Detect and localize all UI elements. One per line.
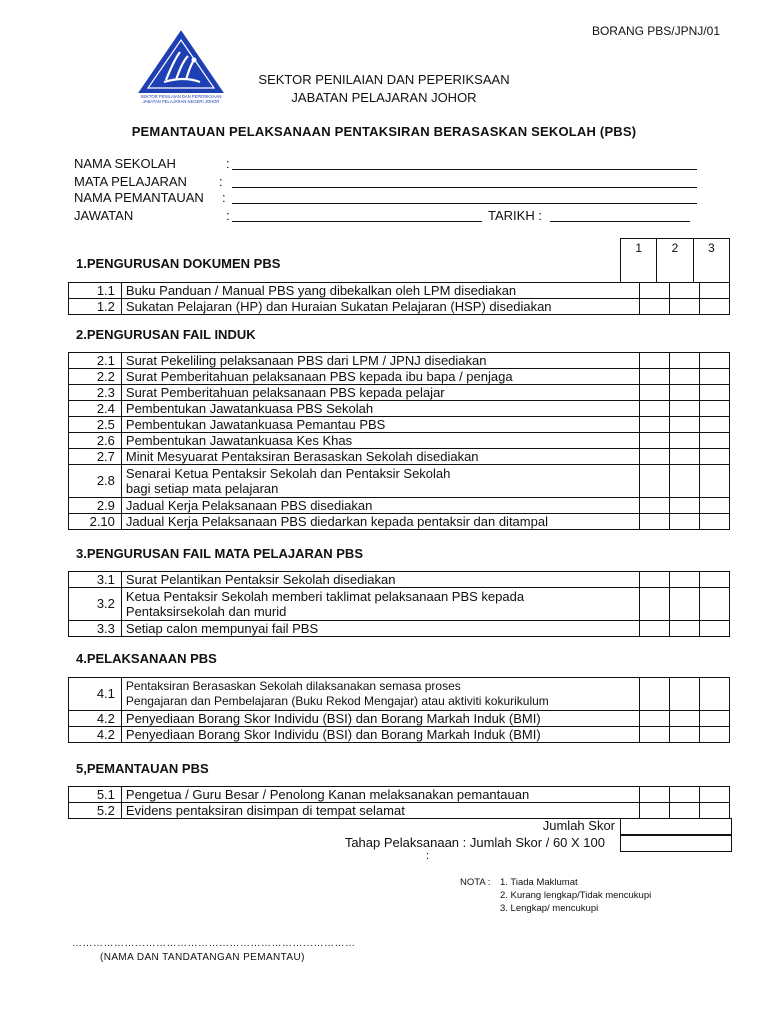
field-colon: : — [226, 208, 230, 223]
jumlah-skor-box[interactable] — [620, 818, 732, 835]
score-cell-3[interactable] — [699, 588, 729, 621]
item-text: Pembentukan Jawatankuasa Pemantau PBS — [121, 417, 639, 433]
table-row — [69, 369, 730, 385]
score-cell-3[interactable] — [699, 449, 729, 465]
field-nama-pemantauan[interactable] — [74, 190, 704, 206]
score-cell-1[interactable] — [639, 514, 669, 530]
score-cell-1[interactable] — [639, 727, 669, 743]
score-cell-2[interactable] — [669, 803, 699, 819]
item-no: 2.4 — [69, 401, 122, 417]
score-cell-1[interactable] — [639, 369, 669, 385]
item-no: 2.1 — [69, 353, 122, 369]
field-colon: : — [226, 156, 230, 171]
score-cell-1[interactable] — [639, 711, 669, 727]
score-cell-2[interactable] — [669, 401, 699, 417]
score-cell-2[interactable] — [669, 283, 699, 299]
score-cell-1[interactable] — [639, 588, 669, 621]
field-label: JAWATAN — [74, 208, 134, 223]
item-text: Pembentukan Jawatankuasa PBS Sekolah — [121, 401, 639, 417]
item-text-line1: Pentaksiran Berasaskan Sekolah dilaksanakan semasa proses — [125, 679, 461, 693]
score-cell-2[interactable] — [669, 621, 699, 637]
item-text-line1: Senarai Ketua Pentaksir Sekolah dan Pentaksir Sekolah — [125, 466, 451, 481]
item-no: 1.1 — [69, 283, 122, 299]
table-row — [69, 498, 730, 514]
field-line — [232, 169, 697, 170]
table-row — [69, 711, 730, 727]
item-text: Surat Pemberitahuan pelaksanaan PBS kepada pelajar — [121, 385, 639, 401]
item-no: 2.2 — [69, 369, 122, 385]
score-cell-1[interactable] — [639, 572, 669, 588]
nota-item: 1. Tiada Maklumat — [500, 877, 578, 888]
score-cell-1[interactable] — [639, 401, 669, 417]
section-table-1 — [68, 282, 730, 315]
item-no: 4.2 — [69, 711, 122, 727]
item-text — [121, 588, 639, 621]
field-line — [232, 203, 697, 204]
item-text: Surat Pelantikan Pentaksir Sekolah disediakan — [121, 572, 639, 588]
item-text: Evidens pentaksiran disimpan di tempat selamat — [121, 803, 639, 819]
table-row — [69, 787, 730, 803]
table-row — [69, 727, 730, 743]
score-cell-1[interactable] — [639, 678, 669, 711]
header-line1: SEKTOR PENILAIAN DAN PEPERIKSAAN — [258, 72, 510, 87]
score-cell-2[interactable] — [669, 498, 699, 514]
item-no: 2.6 — [69, 433, 122, 449]
section-table-2 — [68, 352, 730, 530]
item-text: Pembentukan Jawatankuasa Kes Khas — [121, 433, 639, 449]
score-cell-1[interactable] — [639, 465, 669, 498]
score-cell-1[interactable] — [639, 353, 669, 369]
score-cell-2[interactable] — [669, 787, 699, 803]
item-text-line2: Pentaksirsekolah dan murid — [125, 604, 287, 619]
nota-item: 3. Lengkap/ mencukupi — [500, 903, 599, 914]
field-label: NAMA SEKOLAH — [74, 156, 176, 171]
section-title-3: 3.PENGURUSAN FAIL MATA PELAJARAN PBS — [76, 546, 363, 561]
score-cell-3[interactable] — [699, 803, 729, 819]
score-cell-1[interactable] — [639, 417, 669, 433]
table-row — [69, 449, 730, 465]
section-title-5: 5,PEMANTAUAN PBS — [76, 761, 209, 776]
score-cell-1[interactable] — [639, 803, 669, 819]
item-text-line1: Ketua Pentaksir Sekolah memberi taklimat pelaksanaan PBS kepada — [125, 589, 525, 604]
item-no: 5.2 — [69, 803, 122, 819]
signature-label: (NAMA DAN TANDATANGAN PEMANTAU) — [100, 952, 305, 963]
item-text — [121, 465, 639, 498]
table-row — [69, 433, 730, 449]
score-cell-3[interactable] — [699, 711, 729, 727]
field-colon: : — [219, 174, 223, 189]
field-line — [232, 187, 697, 188]
item-no: 3.2 — [69, 588, 122, 621]
score-cell-2[interactable] — [669, 385, 699, 401]
score-cell-2[interactable] — [669, 465, 699, 498]
score-cell-2[interactable] — [669, 449, 699, 465]
table-row — [69, 283, 730, 299]
item-text: Pengetua / Guru Besar / Penolong Kanan melaksanakan pemantauan — [121, 787, 639, 803]
field-colon: : — [222, 190, 226, 205]
score-cell-1[interactable] — [639, 621, 669, 637]
score-cell-3[interactable] — [699, 353, 729, 369]
signature-line[interactable]: ……………………………………………………………………… — [72, 938, 356, 949]
field-line-tarikh — [550, 221, 690, 222]
table-row — [69, 678, 730, 711]
score-cell-2[interactable] — [669, 369, 699, 385]
score-cell-3[interactable] — [699, 498, 729, 514]
score-cell-3[interactable] — [699, 433, 729, 449]
table-row — [69, 385, 730, 401]
score-cell-1[interactable] — [639, 283, 669, 299]
item-no: 2.8 — [69, 465, 122, 498]
field-label: NAMA PEMANTAUAN — [74, 190, 204, 205]
table-row — [69, 401, 730, 417]
section-title-2: 2.PENGURUSAN FAIL INDUK — [76, 327, 256, 342]
item-text: Sukatan Pelajaran (HP) dan Huraian Sukatan Pelajaran (HSP) disediakan — [121, 299, 639, 315]
page-title: PEMANTAUAN PELAKSANAAN PENTAKSIRAN BERASASKAN SEKOLAH (PBS) — [131, 124, 637, 139]
score-cell-3[interactable] — [699, 572, 729, 588]
table-row — [69, 572, 730, 588]
field-label: MATA PELAJARAN — [74, 174, 187, 189]
item-text-line2: bagi setiap mata pelajaran — [125, 481, 279, 496]
item-text: Minit Mesyuarat Pentaksiran Berasaskan Sekolah disediakan — [121, 449, 639, 465]
item-no: 2.10 — [69, 514, 122, 530]
tahap-label: Tahap Pelaksanaan : Jumlah Skor / 60 X 100 — [344, 835, 605, 850]
score-cell-1[interactable] — [639, 299, 669, 315]
item-no: 2.7 — [69, 449, 122, 465]
item-text: Jadual Kerja Pelaksanaan PBS diedarkan kepada pentaksir dan ditampal — [121, 514, 639, 530]
score-cell-3[interactable] — [699, 514, 729, 530]
score-cell-1[interactable] — [639, 449, 669, 465]
item-text-line2: Pengajaran dan Pembelajaran (Buku Rekod Mengajar) atau aktiviti kokurikulum — [125, 694, 549, 708]
table-row — [69, 621, 730, 637]
item-no: 4.1 — [69, 678, 122, 711]
table-row — [69, 588, 730, 621]
score-cell-2[interactable] — [669, 678, 699, 711]
logo-caption-line2: JABATAN PELAJARAN NEGERI JOHOR — [142, 99, 220, 104]
section-table-4 — [68, 677, 730, 743]
table-row — [69, 803, 730, 819]
score-header-3: 3 — [693, 239, 729, 283]
score-header-2: 2 — [657, 239, 693, 283]
item-text: Penyediaan Borang Skor Individu (BSI) dan Borang Markah Induk (BMI) — [121, 711, 639, 727]
score-cell-1[interactable] — [639, 433, 669, 449]
score-cell-3[interactable] — [699, 283, 729, 299]
score-cell-2[interactable] — [669, 711, 699, 727]
section-title-1: 1.PENGURUSAN DOKUMEN PBS — [76, 256, 281, 271]
score-header — [620, 238, 730, 283]
score-cell-3[interactable] — [699, 369, 729, 385]
score-header-1: 1 — [621, 239, 657, 283]
item-no: 5.1 — [69, 787, 122, 803]
score-cell-3[interactable] — [699, 465, 729, 498]
score-cell-2[interactable] — [669, 433, 699, 449]
table-row — [69, 299, 730, 315]
item-text: Jadual Kerja Pelaksanaan PBS disediakan — [121, 498, 639, 514]
score-cell-2[interactable] — [669, 514, 699, 530]
score-cell-3[interactable] — [699, 678, 729, 711]
tahap-colon: : — [426, 850, 430, 862]
item-no: 4.2 — [69, 727, 122, 743]
item-no: 2.9 — [69, 498, 122, 514]
score-cell-2[interactable] — [669, 727, 699, 743]
field-mata-pelajaran[interactable] — [74, 174, 704, 190]
item-text: Setiap calon mempunyai fail PBS — [121, 621, 639, 637]
jumlah-skor-label: Jumlah Skor — [542, 818, 615, 833]
score-cell-2[interactable] — [669, 572, 699, 588]
table-row — [69, 353, 730, 369]
score-cell-2[interactable] — [669, 588, 699, 621]
header-line2: JABATAN PELAJARAN JOHOR — [291, 90, 477, 105]
score-cell-3[interactable] — [699, 417, 729, 433]
item-no: 2.5 — [69, 417, 122, 433]
score-cell-1[interactable] — [639, 498, 669, 514]
score-cell-2[interactable] — [669, 417, 699, 433]
field-label-tarikh: TARIKH : — [488, 208, 542, 223]
score-cell-2[interactable] — [669, 299, 699, 315]
score-cell-3[interactable] — [699, 299, 729, 315]
score-cell-3[interactable] — [699, 385, 729, 401]
score-cell-1[interactable] — [639, 787, 669, 803]
logo-caption-line1: SEKTOR PENILAIAN DAN PEPERIKSAAN — [140, 94, 222, 99]
nota-list — [500, 876, 651, 915]
item-text: Penyediaan Borang Skor Individu (BSI) dan Borang Markah Induk (BMI) — [121, 727, 639, 743]
score-cell-3[interactable] — [699, 621, 729, 637]
field-jawatan[interactable] — [74, 208, 704, 224]
field-line — [232, 221, 482, 222]
form-code: BORANG PBS/JPNJ/01 — [591, 24, 720, 38]
score-cell-3[interactable] — [699, 787, 729, 803]
item-no: 3.1 — [69, 572, 122, 588]
score-cell-1[interactable] — [639, 385, 669, 401]
item-text — [121, 678, 639, 711]
score-cell-2[interactable] — [669, 353, 699, 369]
item-no: 2.3 — [69, 385, 122, 401]
field-nama-sekolah[interactable] — [74, 156, 704, 172]
tahap-box[interactable] — [620, 835, 732, 852]
item-text: Surat Pekeliling pelaksanaan PBS dari LPM / JPNJ disediakan — [121, 353, 639, 369]
table-row — [69, 514, 730, 530]
table-row — [69, 417, 730, 433]
nota-item: 2. Kurang lengkap/Tidak mencukupi — [500, 890, 652, 901]
section-table-5 — [68, 786, 730, 819]
section-title-4: 4.PELAKSANAAN PBS — [76, 651, 217, 666]
item-text: Surat Pemberitahuan pelaksanaan PBS kepada ibu bapa / penjaga — [121, 369, 639, 385]
score-cell-3[interactable] — [699, 727, 729, 743]
table-row — [69, 465, 730, 498]
score-cell-3[interactable] — [699, 401, 729, 417]
nota-label: NOTA : — [460, 877, 491, 888]
item-text: Buku Panduan / Manual PBS yang dibekalkan oleh LPM disediakan — [121, 283, 639, 299]
item-no: 1.2 — [69, 299, 122, 315]
item-no: 3.3 — [69, 621, 122, 637]
section-table-3 — [68, 571, 730, 637]
